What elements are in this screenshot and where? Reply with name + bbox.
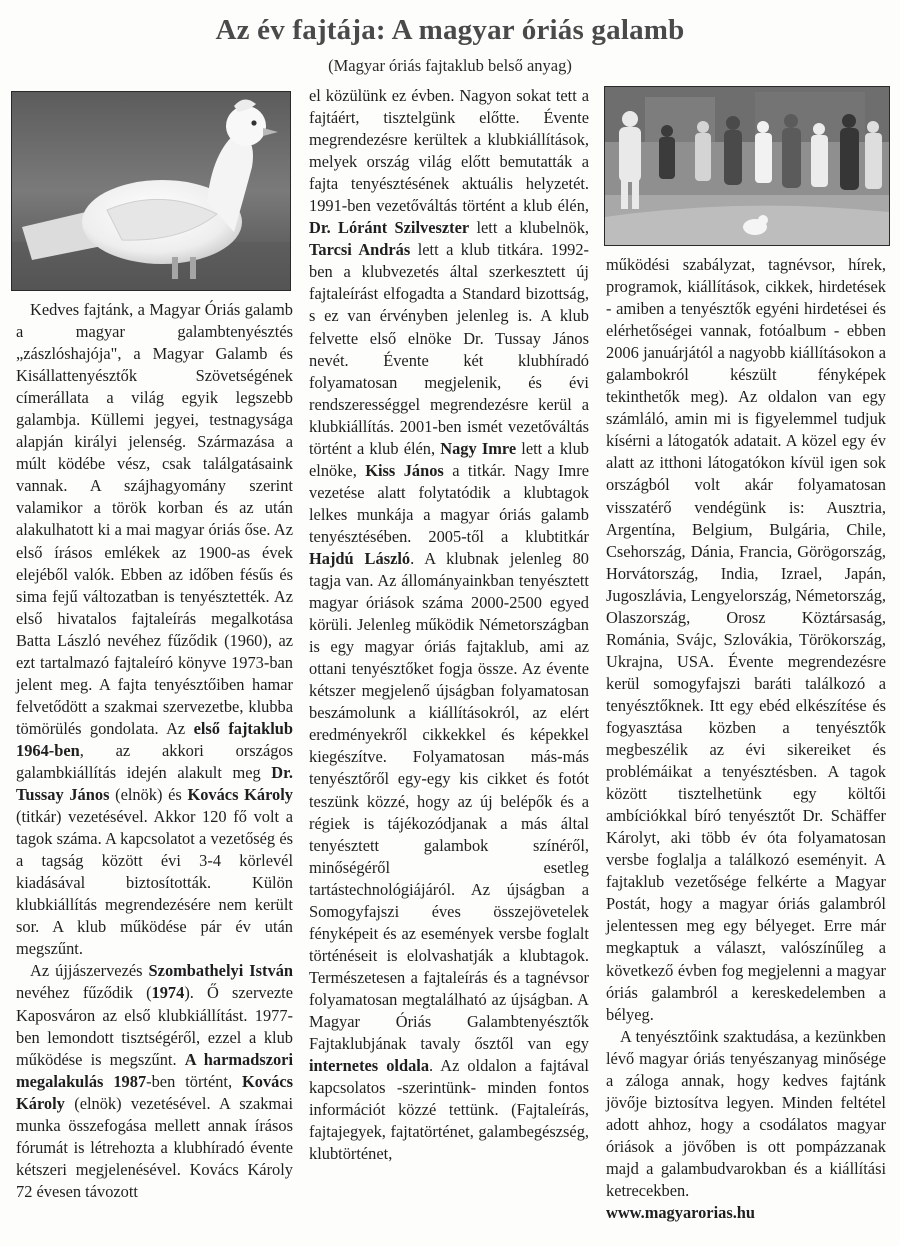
bold-text: 1974 [151,983,185,1003]
text-span: ). Ő szervezte Kaposváron az első klubkiállítást. 1977-ben lemondott tisztségéről, ezzel a klub működése is megszűnt. [16,983,293,1069]
col3-paragraph-1: működési szabályzat, tagnévsor, hírek, programok, kiállítások, cikkek, hirdetések - amiben a tenyésztők egyéni hirdetései és elérhetőségei vannak, fotóalbum - ebben 2006 januárjától a nagyobb kiállításokon a galambokról készült fényképek tekinthetők meg). Az oldalon van egy számláló, amin mi is figyelemmel tudjuk kísérni a látogatók adatait. A közel egy év alatt az itthoni látogatókon kívül igen sok országból volt akár folyamatosan visszatérő vendégünk is: Ausztria, Argentína, Belgium, Bulgária, Chile, Csehország, Dánia, Francia, Görögország, Horvátország, India, Izrael, Japán, Jugoszlávia, Lengyelország, Németország, Olaszország, Orosz Köztársaság, Románia, Svájc, Szlovákia, Törökország, Ukrajna, USA. Évente megrendezésre kerül somogyfajszi baráti találkozó a tenyésztőknek. Itt egy ebéd elkészítése és fogyasztása közben a tenyésztők megbeszélik az évi sikereiket és problémáikat a tenyésztésben. A tagok között tisztelhetünk egy költői ambíciókkal bíró tenyésztőt Dr. Schäffer Károlyt, aki több év óta folyamatosan versbe foglalja a találkozó eseményit. A fajtaklub vezetősége felkérte a Magyar Postát, hogy a magyar óriás galambról jelentessen meg egy bélyeget. Erre már megkaptuk a választ, valószínűleg a következő évben fog megjelenni a magyar óriás galambról a kereskedelemben a bélyeg. [606,255,886,1024]
pigeon-photo [11,91,291,291]
text-span: , az akkori országos galambkiállítás idején alakult meg [16,740,293,782]
text-span: nevéhez fűződik ( [16,983,152,1003]
col3-paragraph-2: A tenyésztőink szaktudása, a kezünkben lévő magyar óriás tenyészanyag minősége a záloga annak, hogy kedves fajtánk jövője biztosítva legyen. Minden feltétel adott ahhoz, hogy a csodálatos magyar óriások a jövőben is ott pompázzanak majd a galambudvarokban és a kiállítási ketrecekben. [606,1026,886,1200]
bold-text: első fajtaklub 1964-ben [16,718,293,760]
text-span: el közülünk ez évben. Nagyon sokat tett a fajtáért, tisztelgünk előtte. Évente megrendezésre kerültek a klubkiállítások, melyek ország világ előtt bemutatták a fajta tenyésztésének aktuális helyzetét. 1991-ben vezetőváltás történt a klub élén, [309,86,589,216]
col2-paragraph-1 [309,85,589,1165]
pigeon-photo-drawing [12,92,290,290]
text-span: (elnök) vezetésével. A szakmai munka összefogása mellett annak írásos fórumát is létrehozta a klubhíradó évente kétszeri megjelenésével. Kovács Károly 72 évesen távozott [16,1093,293,1201]
article-column-3 [606,254,886,1224]
article-column-2 [309,85,589,1165]
text-span: (elnök) és [109,785,188,805]
text-span: a titkár. Nagy Imre vezetése alatt folytatódik a klubtagok lelkes munkája a magyar óriás galamb tenyésztésében. 2005-től a klubtitkár [309,460,589,546]
article-title: Az év fajtája: A magyar óriás galamb [215,14,685,46]
bold-text: Kovács Károly [187,785,293,805]
website-url: www.magyarorias.hu [606,1203,756,1223]
bold-text: internetes oldala [309,1056,430,1076]
bold-text: Tarcsi András [309,240,411,260]
bold-text: Hajdú László [309,548,411,568]
article-subtitle: (Magyar óriás fajtaklub belső anyag) [328,56,572,75]
bold-text: Kovács Károly [16,1071,293,1113]
text-span: Az újjászervezés [30,961,149,981]
article-column-1 [16,299,293,1203]
bold-text: Nagy Imre [440,438,517,458]
text-span: . Az oldalon a fajtával kapcsolatos -szerintünk- minden fontos információt közzé tettünk. (Fajtaleírás, fajtajegyek, fajtatörténet, galambegészség, klubtörténet, [309,1056,589,1164]
bold-text: Szombathelyi István [148,961,294,981]
bold-text: Dr. Lóránt Szilveszter [309,218,470,238]
breeders-photo-drawing [605,87,889,245]
bold-text: Kiss János [365,460,444,480]
text-span: lett a klub titkára. 1992-ben a klubvezetés által szerkesztett új fajtaleírást elfogadta a Standard bizottság, s ez van érvényben jelenleg is. A klub felvette első elnöke Dr. Tussay János nevét. Évente két klubhíradó folyamatosan megjelenik, és évi rendszerességgel megrendezésre kerül a klubkiállítás. 2001-ben ismét vezetőváltás történt a klub élén, [309,240,589,458]
breeders-meeting-photo [604,86,890,246]
bold-text: A harmadszori megalakulás 1987 [16,1049,293,1091]
text-span: lett a klubelnök, [469,218,589,238]
text-span: . A klubnak jelenleg 80 tagja van. Az állományainkban tenyésztett magyar óriások száma 2000-2500 egyed körüli. Jelenleg működik Németországban is egy magyar óriás fajtaklub, ami az ottani tenyésztőket fogja össze. Az évente kétszer megjelenő újságban folyamatosan beszámolunk a kiállításokról, az elért eredményekről cikkekkel és képekkel kiegészítve. Folyamatosan más-más tenyésztőről egy-egy kis cikket és fotót teszünk közzé, hogy az új belépők és a régiek is tájékozódjanak a más által tenyésztett galambok színéről, minőségéről esetleg tartástechnológiájáról. Az újságban a Somogyfajszi éves összejövetelek fényképeit és az események versbe foglalt történéseit is elolvashatják a klubtagok. Természetesen a fajtaleírás és a tagnévsor folyamatosan megtalálható az újságban. A Magyar Óriás Galambtenyésztők Fajtaklubjának tavaly ősztől van egy [309,548,589,1054]
col1-paragraph-1 [16,299,293,960]
text-span: -ben történt, [146,1071,242,1091]
text-span: (titkár) vezetésével. Akkor 120 fő volt a tagok száma. A kapcsolatot a vezetőség és a tagság között évi 3-4 körlevél kiadásával biztosították. Külön klubkiállítás megrendezésére nem került sor. A klub működése pár év után megszűnt. [16,807,293,959]
bold-text: Dr. Tussay János [16,762,293,805]
text-span: lett a klub elnöke, [309,438,589,480]
col1-paragraph-2 [16,960,293,1203]
text-span: Kedves fajtánk, a Magyar Óriás galamb a magyar galambtenyésztés „zászlóshajója", a Magyar Galamb és Kisállattenyésztők Szövetségének címerállata a világ egyik legszebb galambja. Küllemi jegyei, testnagysága alapján királyi jelenség. Származása a múlt ködébe vész, csak találgatásaink vannak. A szájhagyomány szerint valamikor a török korban és az után alakulhatott ki a mai magyar óriás őse. Az első írásos emlékek az 1900-as évek elejéből valók. Ebben az időben fésűs és sima fejű változatban is tenyésztették. Az első hivatalos fajtaleírás megalkotása Batta László nevéhez fűződik (1960), az ezt tartalmazó fajtaleíró könyve 1973-ban jelent meg. A fajta tenyésztőiben hamar felvetődött a szakmai szervezetbe, klubba tömörülés gondolata. Az [16,300,293,738]
